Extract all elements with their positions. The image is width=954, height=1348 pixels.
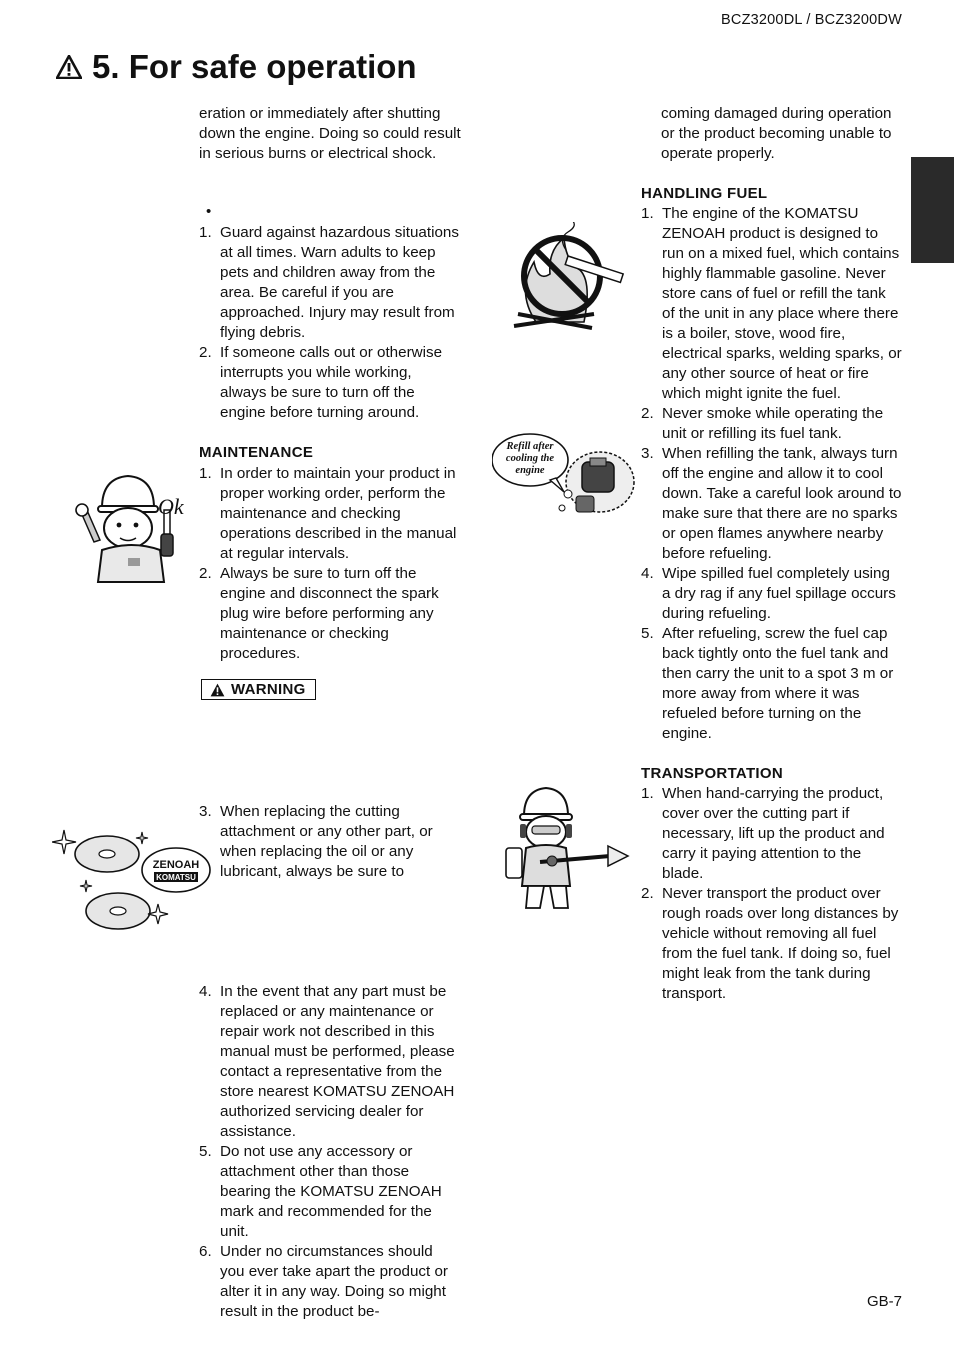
transport-heading: TRANSPORTATION bbox=[641, 765, 783, 782]
list-item: 5. After refueling, screw the fuel cap back tightly onto the fuel tank and then carry the unit to a spot 3 m or more away from where it was refueled before turning on the engine. bbox=[641, 625, 894, 742]
brand-top-text: ZENOAH bbox=[152, 859, 200, 871]
page-title-text: 5. For safe operation bbox=[92, 48, 417, 85]
refill-illustration bbox=[492, 428, 642, 524]
list-item: 2. Never smoke while operating the unit or refilling its fuel tank. bbox=[641, 405, 884, 442]
right-intro: coming damaged during operation or the product becoming unable to operate properly. bbox=[661, 105, 892, 162]
model-number: BCZ3200DL / BCZ3200DW bbox=[721, 12, 902, 28]
list-item: 6. Under no circumstances should you ever take apart the product or alter it in any way. Doing so might result in the product be- bbox=[199, 1243, 448, 1320]
list-item: 2. If someone calls out or otherwise interrupts you while working, always be sure to turn off the engine before turning around. bbox=[199, 344, 443, 421]
mechanic-illustration bbox=[72, 470, 192, 585]
list-item: 1. When hand-carrying the product, cover over the cutting part if necessary, lift up the product and carry it paying attention to the blade. bbox=[641, 785, 885, 882]
bullet-mark: • bbox=[206, 203, 212, 220]
list-item: 2. Always be sure to turn off the engine and disconnect the spark plug wire before performing any maintenance or checking procedures. bbox=[199, 565, 439, 662]
warning-triangle-icon bbox=[56, 55, 82, 79]
later-list bbox=[199, 982, 461, 1322]
list-item: 4. Wipe spilled fuel completely using a dry rag if any fuel spillage occurs during refueling. bbox=[641, 565, 896, 622]
warning-label bbox=[201, 679, 316, 702]
general-list bbox=[199, 223, 461, 423]
list-item: 2. Never transport the product over rough roads over long distances by vehicle without removing all fuel from the fuel tank. If doing so, fuel might leak from the tank during transport. bbox=[641, 885, 899, 1002]
maintenance-section bbox=[199, 443, 461, 664]
warning-label-text: WARNING bbox=[231, 681, 306, 698]
warning-triangle-icon bbox=[210, 683, 225, 697]
transport-list bbox=[641, 784, 902, 1004]
page-title bbox=[56, 48, 417, 86]
item3-block bbox=[199, 802, 461, 882]
no-fire-illustration bbox=[508, 222, 630, 332]
maintenance-heading: MAINTENANCE bbox=[199, 444, 314, 461]
fuel-heading: HANDLING FUEL bbox=[641, 185, 768, 202]
transport-illustration bbox=[500, 786, 634, 916]
section-tab bbox=[911, 157, 954, 263]
left-intro: eration or immediately after shutting down the engine. Doing so could result in serious burns or electrical shock. bbox=[199, 105, 461, 162]
right-column bbox=[641, 104, 902, 1004]
list-item: 3. When refilling the tank, always turn off the engine and allow it to cool down. Take a careful look around to make sure that there are no sparks or open flames anywhere nearby before refueling. bbox=[641, 445, 902, 562]
list-item: 5. Do not use any accessory or attachment other than those bearing the KOMATSU ZENOAH mark and recommended for the unit. bbox=[199, 1143, 442, 1240]
list-item: 4. In the event that any part must be replaced or any maintenance or repair work not described in this manual must be performed, please contact a representative from the store nearest KOMATSU ZENOAH authorized servicing dealer for assistance. bbox=[199, 983, 455, 1140]
brand-bottom-text: KOMATSU bbox=[156, 873, 196, 882]
refill-line-2: cooling the bbox=[505, 453, 555, 464]
maintenance-list bbox=[199, 464, 461, 664]
page-number: GB-7 bbox=[866, 1293, 902, 1310]
list-item: 3. When replacing the cutting attachment or any other part, or when replacing the oil or any lubricant, always be sure to bbox=[199, 803, 433, 880]
fuel-list bbox=[641, 204, 902, 744]
blades-illustration bbox=[52, 826, 212, 944]
list-item: 1. Guard against hazardous situations at all times. Warn adults to keep pets and children away from the area. Be careful if you are approached. Injury may result from flying debris. bbox=[199, 224, 459, 341]
ok-text: Ok bbox=[158, 494, 184, 519]
refill-line-1: Refill after bbox=[506, 441, 554, 452]
list-item: 1. In order to maintain your product in proper working order, perform the maintenance and checking operations described in the manual at regular intervals. bbox=[199, 465, 457, 562]
general-list-block bbox=[199, 223, 461, 423]
list-item: 1. The engine of the KOMATSU ZENOAH product is designed to run on a mixed fuel, which contains highly flammable gasoline. Never store cans of fuel or refill the tank of the unit in any place where there is a boiler, stove, wood fire, electrical sparks, welding sparks, or any other source of heat or fire which might ignite the fuel. bbox=[641, 205, 902, 402]
refill-line-3: engine bbox=[515, 465, 545, 476]
later-list-block bbox=[199, 982, 461, 1322]
